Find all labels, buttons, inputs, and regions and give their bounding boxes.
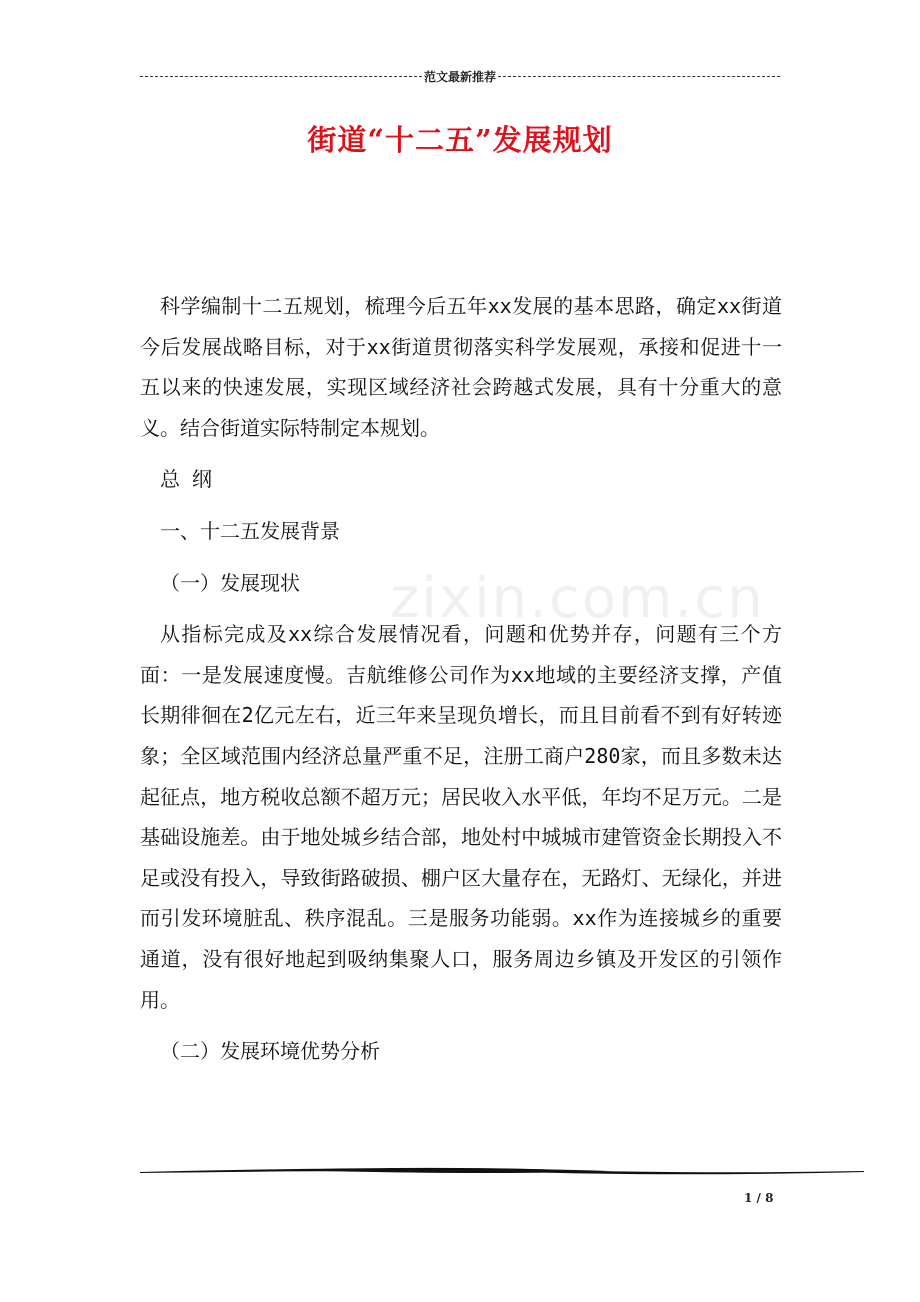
paragraph-intro: 科学编制十二五规划，梳理今后五年xx发展的基本思路，确定xx街道今后发展战略目标，对于xx街道贯彻落实科学发展观，承接和促进十一五以来的快速发展，实现区域经济社会跨越式发展，具有十分重大的意义。结合街道实际特制定本规划。 (140, 294, 782, 440)
heading-section-one: 一、十二五发展背景 (160, 518, 340, 543)
header-dash-left (140, 76, 422, 77)
watermark: zixin.com.cn (390, 566, 765, 631)
header-label: 范文最新推荐 (424, 69, 497, 84)
heading-general-outline: 总 纲 (160, 467, 213, 492)
footer-rule (140, 1163, 864, 1179)
heading-subsection-two: （二）发展环境优势分析 (160, 1039, 380, 1064)
document-body (140, 286, 782, 1072)
paragraph-current-status: 从指标完成及xx综合发展情况看，问题和优势并存，问题有三个方面：一是发展速度慢。吉航维修公司作为xx地域的主要经济支撑，产值长期徘徊在2亿元左右，近三年来呈现负增长，而且目前看不到有好转迹象；全区域范围内经济总量严重不足，注册工商户280家，而且多数未达起征点，地方税收总额不超万元；居民收入水平低，年均不足万元。二是基础设施差。由于地处城乡结合部，地处村中城城市建管资金长期投入不足或没有投入，导致街路破损、棚户区大量存在，无路灯、无绿化，并进而引发环境脏乱、秩序混乱。三是服务功能弱。xx作为连接城乡的重要通道，没有很好地起到吸纳集聚人口，服务周边乡镇及开发区的引领作用。 (140, 622, 782, 1012)
page-header (140, 66, 780, 86)
document-title: 街道“十二五”发展规划 (307, 123, 613, 157)
heading-subsection-one: （一）发展现状 (160, 570, 300, 595)
header-dash-right (498, 76, 780, 77)
page-number: 1 / 8 (744, 1191, 774, 1205)
